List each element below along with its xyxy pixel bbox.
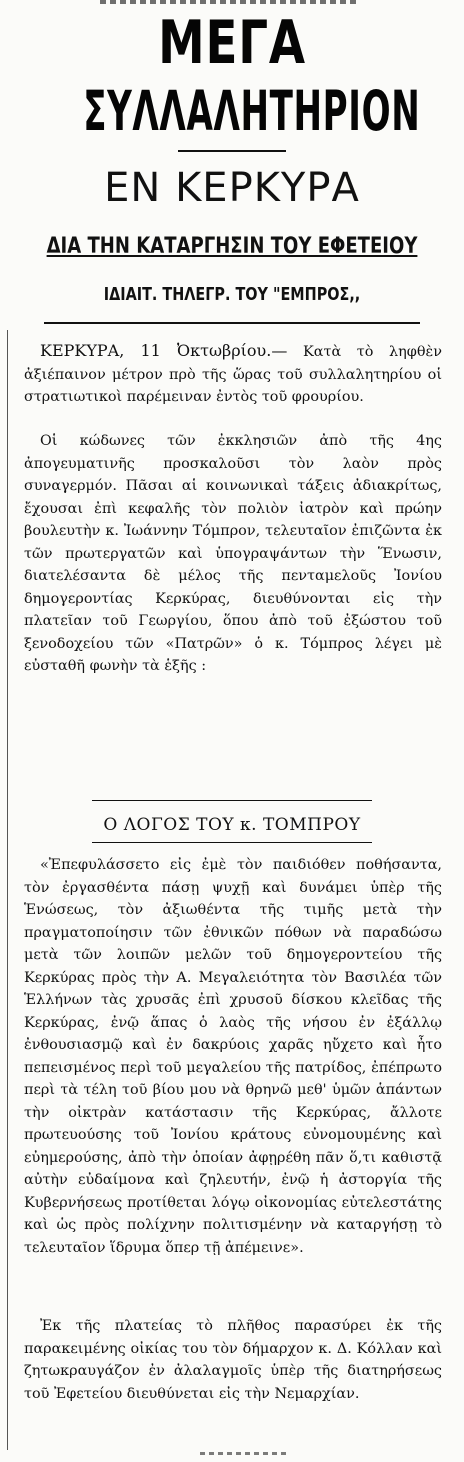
headline-title-line1: ΜΕΓΑ xyxy=(158,8,306,78)
section-divider xyxy=(44,322,420,324)
article-paragraph-1 xyxy=(24,340,442,409)
column-rule xyxy=(7,330,8,1450)
article-subheading: Ο ΛΟΓΟΣ ΤΟΥ κ. ΤΟΜΠΡΟΥ xyxy=(103,815,361,835)
subheading-rule-bottom xyxy=(92,842,372,843)
print-artifact-bottom xyxy=(200,1452,290,1455)
headline-location: ΕΝ ΚΕΡΚΥΡΑ xyxy=(104,165,360,211)
article-paragraph-3: «Ἐπεφυλάσσετο εἰς ἐμὲ τὸν παιδιόθεν ποθήσαντα, τὸν ἐργασθέντα πάσῃ ψυχῇ καὶ δυνάμει ὑπὲρ τῆς Ἑνώσεως, τὸν ἀξιωθέντα τῆς τιμῆς μετὰ τὴν πραγματοποίησιν τῶν ἐθνικῶν πόθων νὰ παραδώσω μετὰ τῶν λοιπῶν μελῶν τοῦ δημογεροντείου τῆς Κερκύρας πρὸς τὴν Α. Μεγαλειότητα τὸν Βασιλέα τῶν Ἑλλήνων τὰς χρυσᾶς ἐπὶ χρυσοῦ δίσκου κλεῖδας τῆς Κερκύρας, ἐνῷ ἅπας ὁ λαὸς τῆς νήσου ἐν ἐξάλλῳ ἐνθουσιασμῷ καὶ ἐν δακρύοις χαρᾶς ηὔχετο καὶ ἦτο πεπεισμένος περὶ τοῦ μεγαλείου τῆς πατρίδος, ἐπέπρωτο περὶ τὰ τέλη τοῦ βίου μου νὰ θρηνῶ μεθ' ὑμῶν ἁπάντων τὴν οἰκτρὰν κατάστασιν τῆς Κερκύρας, ἄλλοτε πρωτευούσης τοῦ Ἰονίου κράτους εὐνομουμένης καὶ εὐημερούσης, ἀπὸ τὴν ὁποίαν ἀφῃρέθη πᾶν ὅ,τι καθιστᾷ αὐτὴν εὐδαίμονα καὶ ζηλευτήν, ἐνῷ ἡ ἀστοργία τῆς Κυβερνήσεως προτίθεται λόγῳ οἰκονομίας εὐτελεστάτης καὶ ὡς πρὸς πολίχνην πολιτισμένην νὰ καταργήσῃ τὸ τελευταῖον ἵδρυμα ὅπερ τῇ ἀπέμεινε». xyxy=(24,857,442,1256)
byline: ΙΔΙΑΙΤ. ΤΗΛΕΓΡ. ΤΟΥ "ΕΜΠΡΟΣ,, xyxy=(103,284,361,305)
article-paragraph-4: Ἐκ τῆς πλατείας τὸ πλῆθος παρασύρει ἐκ τῆς παρακειμένης οἰκίας του τὸν δήμαρχον κ. Δ. Κόλλαν καὶ ζητωκραυγάζον ἐν ἀλαλαγμοῖς ὑπὲρ τῆς διατηρήσεως τοῦ Ἐφετείου διευθύνεται εἰς τὴν Νεμαρχίαν. xyxy=(24,1318,442,1402)
headline-divider xyxy=(178,150,286,152)
subheading-rule-top xyxy=(92,800,372,801)
headline-title-line2: ΣΥΛΛΑΛΗΤΗΡΙΟΝ xyxy=(83,79,421,143)
paragraph-1-text: Κατὰ τὸ ληφθὲν ἀξιέπαινον μέτρον πρὸ τῆς ὥρας τοῦ συλλαλητηρίου οἱ στρατιωτικοὶ παρέμειναν ἐντὸς τοῦ φρουρίου. xyxy=(24,344,443,405)
headline-subject: ΔΙΑ ΤΗΝ ΚΑΤΑΡΓΗΣΙΝ ΤΟΥ ΕΦΕΤΕΙΟΥ xyxy=(46,234,418,259)
dateline: ΚΕΡΚΥΡΑ, 11 Ὀκτωβρίου.— xyxy=(40,341,288,360)
print-artifact xyxy=(100,0,360,4)
article-paragraph-2: Οἱ κώδωνες τῶν ἐκκλησιῶν ἀπὸ τῆς 4ης ἀπογευματινῆς προσκαλοῦσι τὸν λαὸν πρὸς συναγερμόν. Πᾶσαι αἱ κοινωνικαὶ τάξεις ἀδιακρίτως, ἔχουσαι ἐπὶ κεφαλῆς τὸν πολιὸν ἰατρὸν καὶ πρώην βουλευτὴν κ. Ἰωάννην Τόμπρον, τελευταῖον ἐπιζῶντα ἐκ τῶν πρωτεργατῶν καὶ ὑπογραψάντων τὴν Ἕνωσιν, διατελέσαντα δὲ μέλος τῆς πενταμελοῦς Ἰονίου δημογεροντίας Κερκύρας, διευθύνονται εἰς τὴν πλατεῖαν τοῦ Γεωργίου, ὅπου ἀπὸ τοῦ ἐξώστου τοῦ ξενοδοχείου τῶν «Πατρῶν» ὁ κ. Τόμπρος λέγει μὲ εὐσταθῆ φωνὴν τὰ ἑξῆς : xyxy=(24,433,442,674)
